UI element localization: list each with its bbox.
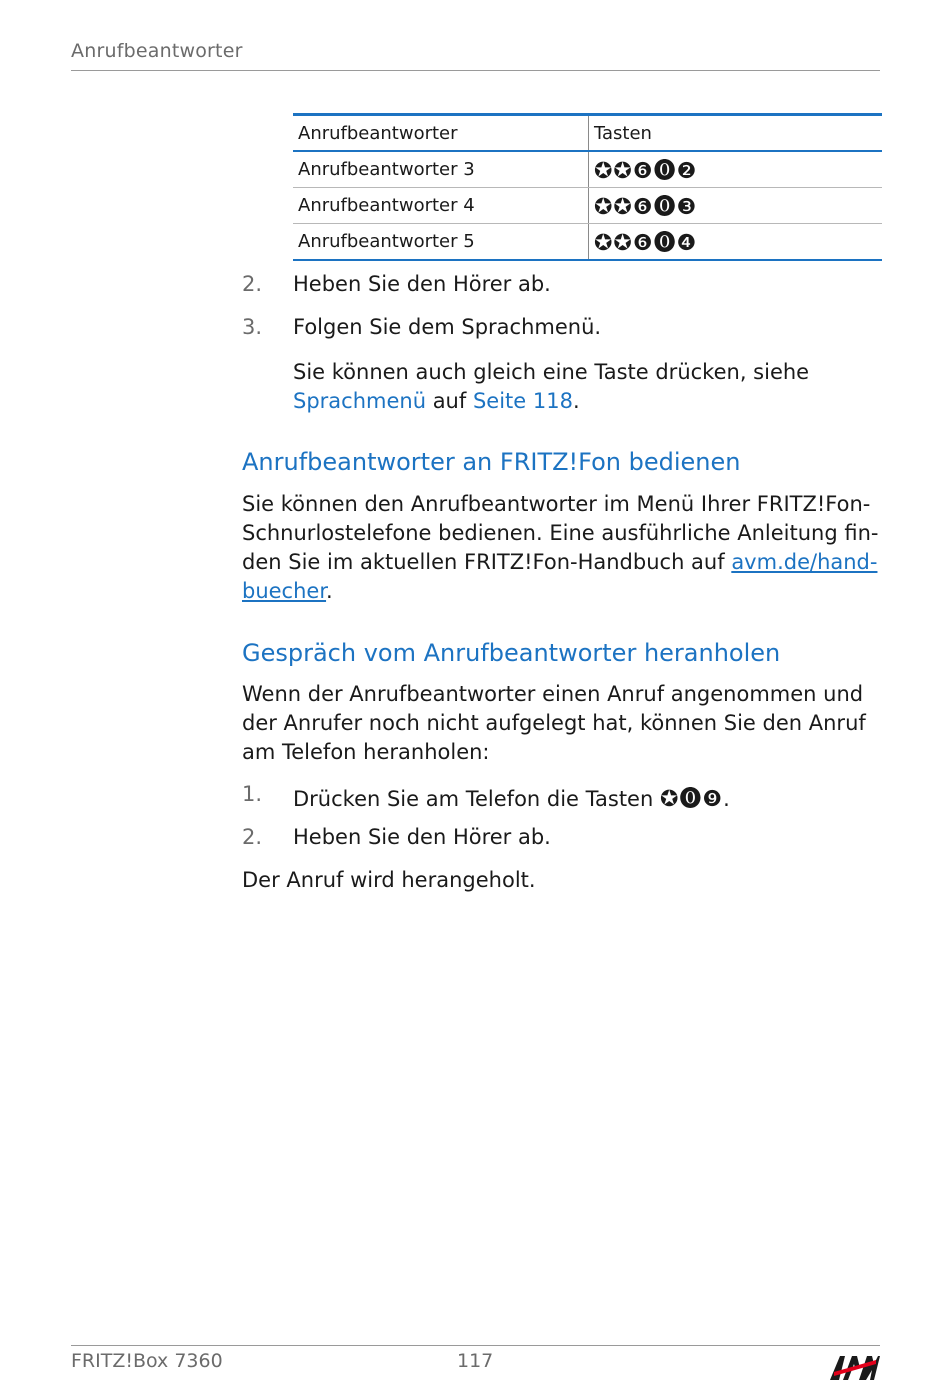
section-heading-fritzfon: Anrufbeantworter an FRITZ!Fon bedienen	[242, 448, 741, 476]
link-sprachmenu[interactable]: Sprachmenü	[293, 389, 427, 413]
section-body-heranholen	[242, 680, 882, 767]
body-line: Schnurlostelefone bedienen. Eine ausführliche Anleitung fin-	[242, 521, 879, 545]
key-sequence: ✪⓿❾	[659, 787, 724, 812]
link-page-118[interactable]: Seite 118	[472, 389, 573, 413]
table-row	[293, 224, 882, 261]
section-heading-heranholen: Gespräch vom Anrufbeantworter heranholen	[242, 639, 781, 667]
step-number: 1.	[242, 782, 263, 806]
step-note-end: .	[572, 389, 580, 413]
step-number: 2.	[242, 272, 263, 296]
body-end: .	[326, 579, 333, 603]
section-body-fritzfon	[242, 490, 882, 606]
table-row	[293, 188, 882, 224]
table-cell-name: Anrufbeantworter 3	[293, 151, 589, 188]
step-note-line2	[293, 387, 883, 416]
table-header-keys: Tasten	[589, 115, 883, 152]
table-row	[293, 151, 882, 188]
step-text: Heben Sie den Hörer ab.	[293, 272, 551, 296]
body-line: am Telefon heranholen:	[242, 740, 490, 764]
body-line	[242, 548, 882, 577]
body-line: Wenn der Anrufbeantworter einen Anruf angenommen und	[242, 682, 864, 706]
body-line: der Anrufer noch nicht aufgelegt hat, können Sie den Anruf	[242, 711, 866, 735]
link-avm-handbuecher[interactable]: avm.de/hand-	[731, 550, 878, 574]
running-title: Anrufbeantworter	[71, 40, 243, 62]
answering-machine-keys-table	[293, 113, 882, 261]
step-note-middle: auf	[426, 389, 473, 413]
step-number: 3.	[242, 315, 263, 339]
step-note-line1: Sie können auch gleich eine Taste drücken, siehe	[293, 360, 810, 384]
body-text: den Sie im aktuellen FRITZ!Fon-Handbuch auf	[242, 550, 732, 574]
closing-text: Der Anruf wird herangeholt.	[242, 868, 536, 892]
footer-divider	[71, 1345, 880, 1346]
step-text	[293, 782, 730, 813]
table-cell-name: Anrufbeantworter 4	[293, 188, 589, 224]
step-text-main: Drücken Sie am Telefon die Tasten	[293, 787, 660, 811]
table-cell-keys: ✪✪❻⓿❸	[589, 188, 883, 224]
page-number: 117	[457, 1350, 494, 1372]
step-text-end: .	[723, 787, 730, 811]
step-text: Folgen Sie dem Sprachmenü.	[293, 315, 602, 339]
table-cell-keys: ✪✪❻⓿❹	[589, 224, 883, 261]
link-avm-handbuecher-cont[interactable]: buecher	[242, 579, 327, 603]
step-note	[293, 358, 883, 416]
table-header-name: Anrufbeantworter	[293, 115, 589, 152]
table-cell-keys: ✪✪❻⓿❷	[589, 151, 883, 188]
step-text: Heben Sie den Hörer ab.	[293, 825, 551, 849]
body-line	[242, 577, 882, 606]
body-line: Sie können den Anrufbeantworter im Menü Ihrer FRITZ!Fon-	[242, 492, 871, 516]
avm-logo-icon	[830, 1352, 880, 1380]
table-header-row	[293, 115, 882, 152]
footer-product: FRITZ!Box 7360	[71, 1350, 223, 1372]
step-number: 2.	[242, 825, 263, 849]
table-cell-name: Anrufbeantworter 5	[293, 224, 589, 261]
header-divider	[71, 70, 880, 71]
